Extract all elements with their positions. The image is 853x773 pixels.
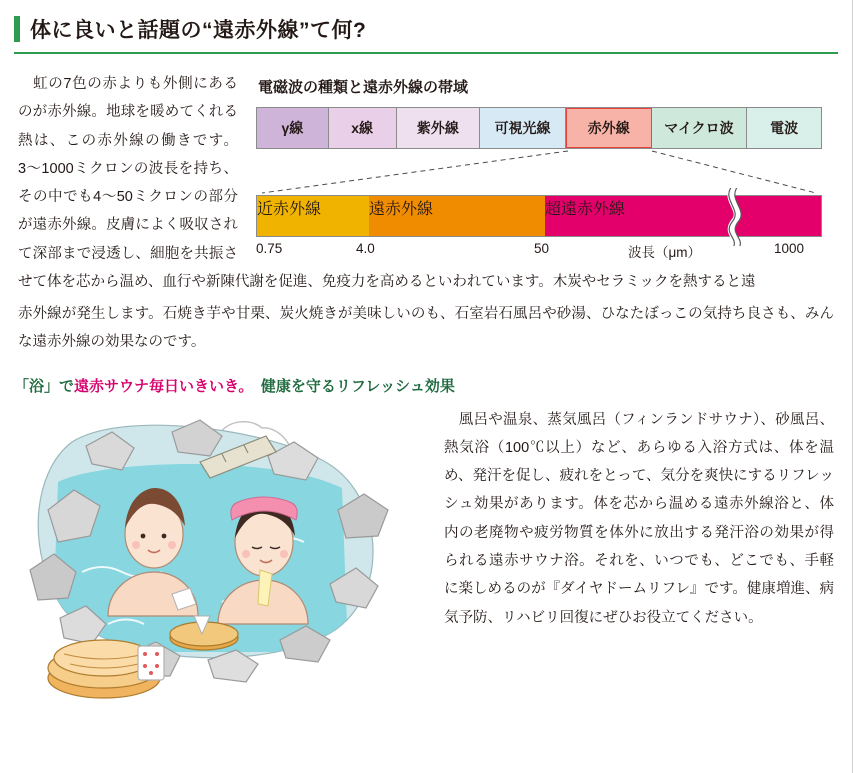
bottom-paragraph: 風呂や温泉、蒸気風呂（フィンランドサウナ）、砂風呂、熱気浴（100℃以上）など、あらゆる入浴方式は、体を温め、発汗を促し、疲れをとって、気分を爽快にするリフレッシュ効果があります。体を芯から温める遠赤外線浴と、体内の老廃物や疲労物質を体外に放出する発汗浴の効果が得られる遠赤サウナ浴。それを、いつでも、どこでも、手軽に楽しめるのが『ダイヤドームリフレ』です。健康増進、病気予防、リハビリ回復にぜひお役立てください。 — [444, 411, 834, 626]
spectrum-cell-microwave: マイクロ波 — [652, 108, 748, 148]
intro-tail-paragraph: 赤外線が発生します。石焼き芋や甘栗、炭火焼きが美味しいのも、石室岩石風呂や砂湯、ひなたぼっこの気持ち良さも、みんな遠赤外線の効果なのです。 — [18, 306, 834, 351]
spectrum-cell-ultraviolet: 紫外線 — [397, 108, 481, 148]
spectrum-row — [256, 107, 822, 149]
band-ultra-far-infrared: 超遠赤外線 — [545, 196, 821, 236]
wooden-stools-icon — [48, 640, 164, 698]
axis-label-1000: 1000 — [774, 241, 805, 256]
infrared-band-row — [256, 195, 822, 237]
page-title: 体に良いと話題の“遠赤外線”て何? — [30, 19, 367, 42]
top-section — [0, 54, 852, 296]
axis-label-0-75: 0.75 — [256, 241, 283, 256]
spectrum-cell-gamma: γ線 — [257, 108, 329, 148]
subheading-part-1: 「浴」で — [14, 377, 75, 395]
subheading-accent: 遠赤サウナ毎日いきいき。 — [74, 377, 246, 395]
page-header — [0, 0, 852, 54]
subheading-part-2: 健康を守るリフレッシュ効果 — [245, 377, 455, 395]
bottom-section — [0, 402, 852, 632]
bath-illustration — [12, 402, 426, 702]
spectrum-cell-radio: 電波 — [747, 108, 821, 148]
header-accent-bar — [14, 16, 20, 42]
spectrum-cell-xray: x線 — [329, 108, 397, 148]
axis-label-4-0: 4.0 — [356, 241, 375, 256]
spectrum-cell-visible: 可視光線 — [480, 108, 566, 148]
figure-title: 電磁波の種類と遠赤外線の帯域 — [258, 79, 469, 96]
spectrum-cell-infrared: 赤外線 — [566, 108, 652, 148]
intro-paragraph: 虹の7色の赤よりも外側にあるのが赤外線。地球を暖めてくれる熱は、この赤外線の働きです。3〜1000ミクロンの波長を持ち、その中でも4〜50ミクロンの部分が遠赤外線。皮膚によく吸収されて深部まで浸透し、細胞を共振させて体を芯から温め、血行や新陳代謝を促進、免疫力を高めるといわれています。木炭やセラミックを熱すると遠 — [18, 76, 756, 290]
band-far-infrared: 遠赤外線 — [369, 196, 545, 236]
figure-axis-labels — [256, 237, 822, 263]
axis-label-wavelength: 波長（μm） — [628, 245, 702, 260]
section-subheading — [14, 375, 852, 396]
band-near-infrared: 近赤外線 — [257, 196, 369, 236]
figure-electromagnetic-spectrum — [252, 76, 834, 263]
axis-label-50: 50 — [534, 241, 550, 256]
figure-connector-lines — [256, 149, 822, 195]
